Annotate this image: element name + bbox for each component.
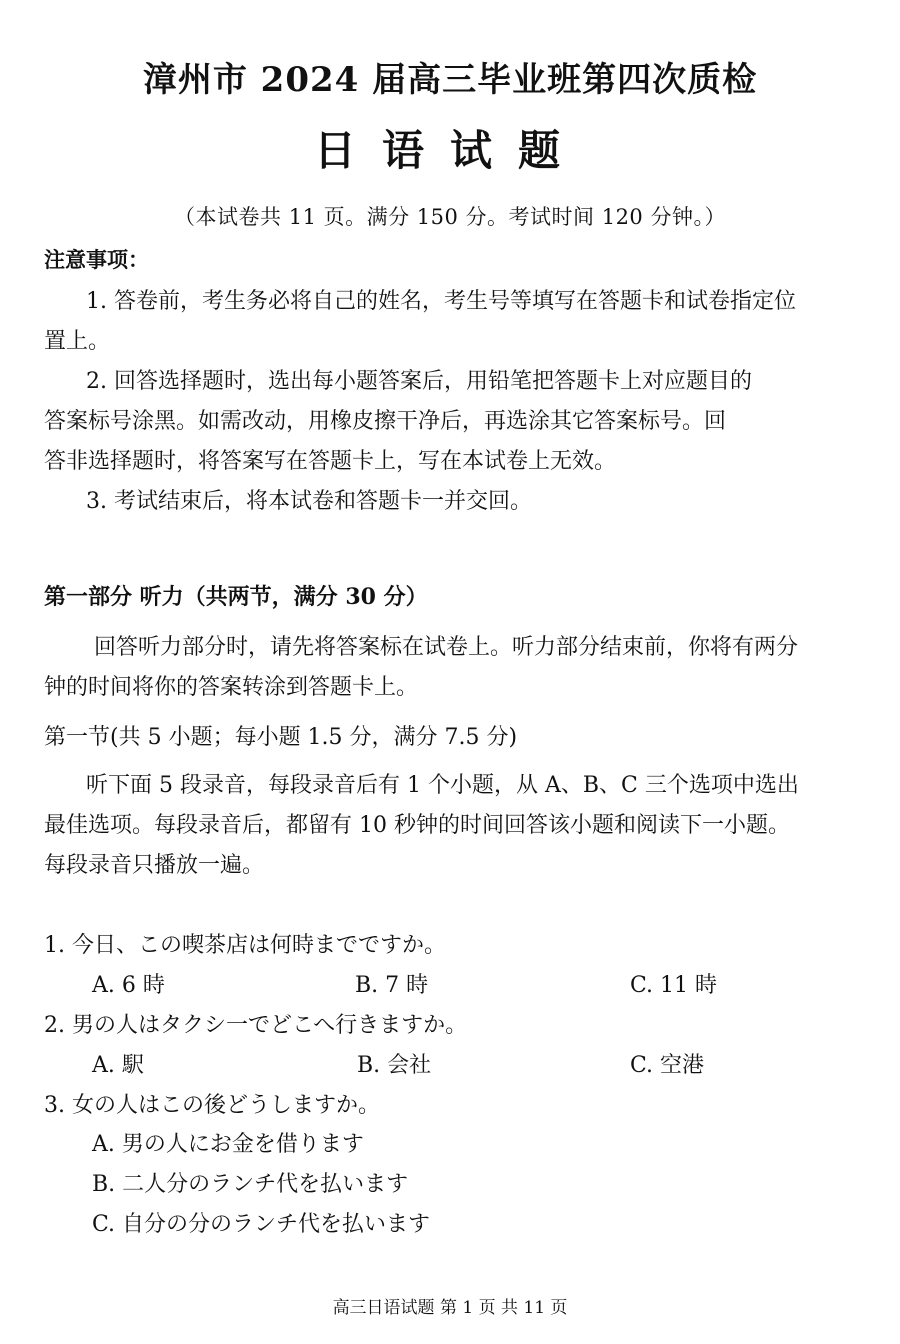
question-2-option-a: A. 駅 xyxy=(92,1053,144,1078)
question-1-option-b: B. 7 時 xyxy=(355,973,429,998)
question-2-option-c: C. 空港 xyxy=(630,1053,705,1078)
question-1: 1. 今日、この喫茶店は何時までですか。 xyxy=(44,933,446,958)
question-2-option-b: B. 会社 xyxy=(357,1053,432,1078)
part1-intro-line-1: 回答听力部分时，请先将答案标在试卷上。听力部分结束前，你将有两分 xyxy=(94,635,799,660)
notice-item-2-line-3: 答非选择题时，将答案写在答题卡上，写在本试卷上无效。 xyxy=(44,449,617,474)
part1-heading: 第一部分 听力（共两节，满分 30 分） xyxy=(44,584,428,610)
question-3: 3. 女の人はこの後どうしますか。 xyxy=(44,1093,380,1118)
notice-item-1-line-2: 置上。 xyxy=(44,329,111,354)
section1-line-1: 听下面 5 段录音，每段录音后有 1 个小题，从 A、B、C 三个选项中选出 xyxy=(86,773,799,798)
exam-title: 漳州市 2024 届高三毕业班第四次质检 xyxy=(142,60,758,100)
notice-item-2-line-2: 答案标号涂黑。如需改动，用橡皮擦干净后，再选涂其它答案标号。回 xyxy=(44,409,727,434)
question-3-option-b: B. 二人分のランチ代を払います xyxy=(92,1172,409,1197)
question-1-option-a: A. 6 時 xyxy=(92,973,165,998)
section1-heading: 第一节(共 5 小题；每小题 1.5 分，满分 7.5 分) xyxy=(44,725,518,750)
question-3-option-c: C. 自分の分のランチ代を払います xyxy=(92,1212,431,1237)
section1-line-3: 每段录音只播放一遍。 xyxy=(44,853,265,878)
subject-title: 日语试题 xyxy=(313,126,586,175)
part1-intro-line-2: 钟的时间将你的答案转涂到答题卡上。 xyxy=(44,675,419,700)
notice-item-3: 3. 考试结束后，将本试卷和答题卡一并交回。 xyxy=(86,489,532,514)
question-3-option-a: A. 男の人にお金を借ります xyxy=(92,1132,364,1157)
question-2: 2. 男の人はタクシ一でどこへ行きますか。 xyxy=(44,1013,468,1038)
exam-info: （本试卷共 11 页。满分 150 分。考试时间 120 分钟。） xyxy=(174,205,726,229)
notice-item-2-line-1: 2. 回答选择题时，选出每小题答案后，用铅笔把答题卡上对应题目的 xyxy=(86,369,752,394)
notice-heading: 注意事项： xyxy=(44,247,149,272)
notice-item-1-line-1: 1. 答卷前，考生务必将自己的姓名，考生号等填写在答题卡和试卷指定位 xyxy=(86,289,796,314)
question-1-option-c: C. 11 時 xyxy=(630,973,718,998)
section1-line-2: 最佳选项。每段录音后，都留有 10 秒钟的时间回答该小题和阅读下一小题。 xyxy=(44,813,790,838)
page-footer: 高三日语试题 第 1 页 共 11 页 xyxy=(332,1298,568,1318)
